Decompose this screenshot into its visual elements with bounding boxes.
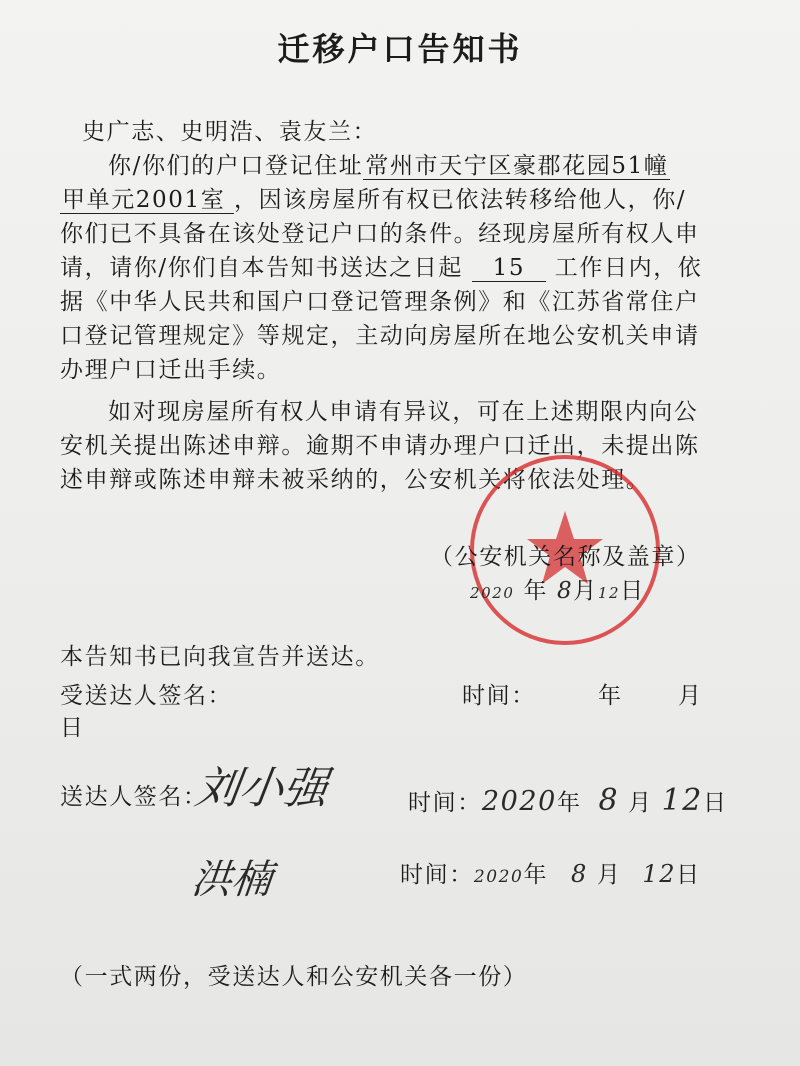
second-year: 年 [523, 862, 549, 888]
second-signature: 洪楠 [189, 857, 275, 903]
para2-line1: 如对现房屋所有权人申请有异议，可在上述期限内向公 [108, 399, 699, 425]
authority-date [470, 572, 645, 605]
deliverer-day-hand: 12 [661, 783, 703, 818]
para1-line7: 办理户口迁出手续。 [60, 357, 282, 383]
recipient-day: 日 [60, 715, 85, 741]
para1-line3: 你们已不具备在该处登记户口的条件。经现房屋所有权人申 [60, 221, 700, 247]
para1-text-a: 你/你们的户口登记住址 [108, 153, 364, 179]
copies-note: （一式两份，受送达人和公安机关各一份） [60, 964, 528, 990]
para1-line5: 据《中华人民共和国户口登记管理条例》和《江苏省常住户 [60, 289, 700, 315]
recipient-time-label: 时间： [462, 683, 536, 709]
deliverer-day: 日 [702, 790, 728, 816]
second-date [400, 856, 701, 889]
second-month-hand: 8 [571, 860, 588, 888]
para1-line4 [60, 249, 702, 282]
para1-line4-end: 工作日内，依 [554, 255, 703, 281]
deliverer-signature-label: 送达人签名： [60, 784, 208, 810]
authority-year-hand: 2020 [470, 584, 515, 602]
para2-line2: 安机关提出陈述申辩。逾期不申请办理户口迁出，未提出陈 [60, 433, 700, 459]
address-line2: 甲单元2001室 [60, 187, 234, 214]
authority-month: 月 [573, 578, 598, 604]
authority-year: 年 [523, 578, 549, 604]
deliverer-month-hand: 8 [598, 783, 620, 818]
recipient-month: 月 [678, 683, 703, 709]
working-days: 15 [472, 255, 546, 282]
second-time-label: 时间： [400, 862, 474, 888]
deliverer-signature: 刘小强 [191, 763, 331, 814]
second-day-hand: 12 [642, 860, 677, 888]
address-line1: 常州市天宁区豪郡花园51幢 [365, 153, 669, 179]
deliverer-date [408, 783, 728, 818]
para1-line4-text: 请，请你/你们自本告知书送达之日起 [60, 255, 463, 281]
para1-line1 [108, 147, 670, 180]
deliverer-year: 年 [556, 790, 582, 816]
authority-day-hand: 12 [597, 584, 621, 602]
authority-day: 日 [620, 578, 645, 604]
second-day: 日 [676, 862, 701, 888]
deliverer-month: 月 [628, 790, 653, 816]
document-title: 迁移户口告知书 [277, 30, 523, 68]
para2-line3: 述申辩或陈述申辩未被采纳的，公安机关将依法处理。 [60, 467, 651, 493]
second-year-hand: 2020 [473, 867, 524, 887]
notice-served: 本告知书已向我宣告并送达。 [60, 644, 380, 670]
authority-month-hand: 8 [557, 578, 574, 604]
deliverer-time-label: 时间： [408, 790, 482, 816]
deliverer-year-hand: 2020 [481, 786, 557, 817]
para1-text-b: ，因该房屋所有权已依法转移给他人，你/ [234, 187, 687, 213]
salutation: 史广志、史明浩、袁友兰： [82, 119, 378, 145]
para1-line6: 口登记管理规定》等规定，主动向房屋所在地公安机关申请 [60, 323, 700, 349]
para1-line2 [60, 181, 686, 214]
second-month: 月 [596, 862, 622, 888]
recipient-year: 年 [598, 683, 623, 709]
recipient-signature-label: 受送达人签名： [60, 683, 233, 709]
authority-label: （公安机关名称及盖章） [430, 544, 701, 570]
